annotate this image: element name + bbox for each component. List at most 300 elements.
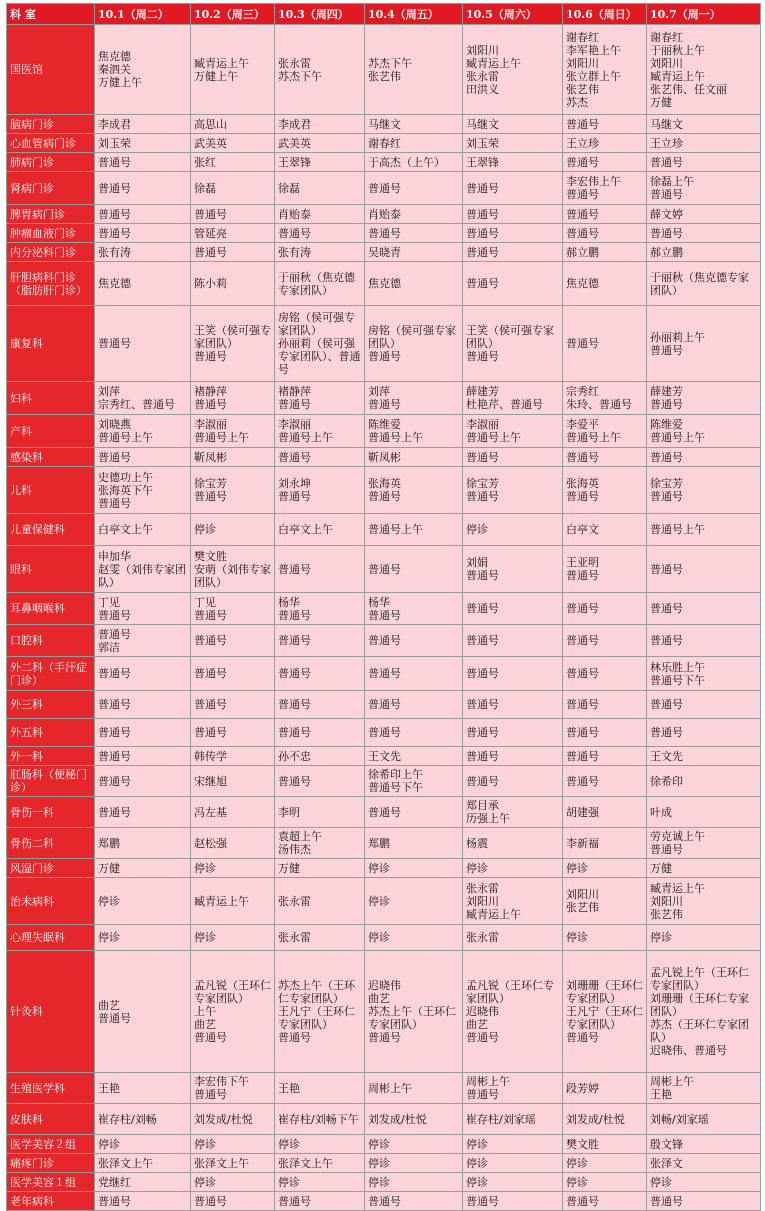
department-name: 产科: [7, 415, 95, 448]
schedule-cell: [191, 593, 275, 625]
schedule-cell-text: 郝立鹏: [650, 245, 683, 259]
schedule-cell-text: 停诊: [466, 1137, 488, 1151]
department-name: 风湿门诊: [7, 859, 95, 878]
schedule-cell-text: 普通号: [650, 562, 683, 576]
schedule-cell-text: 靳凤彬: [194, 450, 227, 464]
schedule-cell-text: 李淑丽 普通号上午: [194, 418, 249, 444]
schedule-cell-text: 丁见 普通号: [194, 595, 227, 622]
schedule-cell: [647, 1104, 761, 1135]
schedule-cell-text: 房铭（侯可强专家团队） 普通号: [368, 324, 456, 363]
schedule-cell: [463, 514, 563, 546]
schedule-cell-text: 李淑丽 普通号上午: [466, 418, 521, 444]
schedule-cell: [191, 747, 275, 766]
schedule-cell-text: 马继文: [466, 117, 499, 131]
schedule-cell-text: 林乐胜上午 普通号下午: [650, 660, 705, 687]
schedule-cell-text: 臧青运上午: [194, 894, 249, 908]
schedule-cell: [647, 514, 761, 546]
schedule-cell: [647, 625, 761, 657]
schedule-cell: [191, 243, 275, 262]
schedule-cell-text: 叶成: [650, 805, 672, 819]
schedule-cell-text: 普通号: [566, 155, 599, 169]
schedule-cell-text: 停诊: [278, 1137, 300, 1151]
schedule-cell-text: 李新福: [566, 836, 599, 850]
schedule-cell-text: 徐宝芳 普通号: [466, 477, 499, 503]
schedule-cell-text: 普通号: [194, 1194, 227, 1208]
schedule-cell: [95, 205, 191, 224]
schedule-cell: [463, 1104, 563, 1135]
schedule-cell-text: 崔存柱/刘畅: [98, 1112, 157, 1126]
schedule-cell-text: 普通号: [466, 698, 499, 711]
schedule-cell: [275, 172, 365, 205]
schedule-cell: [275, 224, 365, 243]
schedule-cell: [463, 1192, 563, 1211]
schedule-cell-text: 武美英: [194, 136, 227, 150]
schedule-cell: [463, 467, 563, 514]
schedule-cell-text: 李宏伟下午 普通号: [194, 1075, 249, 1101]
schedule-cell-text: 焦克德: [98, 277, 131, 290]
schedule-cell-text: 停诊: [194, 1175, 216, 1189]
schedule-cell-text: 普通号: [98, 337, 131, 350]
schedule-cell: [95, 115, 191, 134]
schedule-cell: [365, 306, 463, 382]
schedule-cell-text: 普通号: [98, 749, 131, 763]
schedule-cell: [275, 514, 365, 546]
table-row: [7, 925, 761, 951]
schedule-cell: [275, 415, 365, 448]
schedule-cell: [275, 115, 365, 134]
schedule-cell: [95, 134, 191, 153]
department-name: 感染科: [7, 448, 95, 467]
schedule-cell: [365, 747, 463, 766]
schedule-cell-text: 万健: [98, 861, 120, 875]
schedule-cell-text: 普通号: [278, 562, 311, 576]
header-date: 10.1（周二）: [95, 4, 191, 25]
schedule-cell: [463, 415, 563, 448]
schedule-cell: [463, 1135, 563, 1154]
schedule-cell-text: 王艳: [278, 1081, 300, 1095]
department-name: 皮肤科: [7, 1104, 95, 1135]
schedule-cell: [563, 415, 647, 448]
schedule-cell: [365, 115, 463, 134]
schedule-cell: [647, 1073, 761, 1104]
schedule-cell: [275, 1104, 365, 1135]
schedule-cell-text: 普通号: [98, 805, 131, 819]
schedule-cell-text: 陈维爱 普通号上午: [368, 418, 423, 444]
schedule-cell-text: 普通号: [566, 226, 599, 240]
schedule-cell-text: 普通号: [566, 207, 599, 221]
schedule-cell-text: 刘娟 普通号: [466, 556, 499, 582]
department-name: 肾病门诊: [7, 172, 95, 205]
schedule-cell: [275, 205, 365, 224]
schedule-cell-text: 普通号: [650, 450, 683, 464]
schedule-cell-text: 万健: [278, 861, 300, 875]
schedule-cell-text: 王翠锋: [278, 155, 311, 169]
schedule-cell-text: 高思山: [194, 117, 227, 131]
schedule-cell-text: 普通号: [278, 1194, 311, 1208]
schedule-cell: [563, 766, 647, 797]
department-name: 心理失眠科: [7, 925, 95, 951]
schedule-cell-text: 普通号: [566, 1194, 599, 1208]
schedule-cell-text: 褚静萍 普通号: [194, 385, 227, 411]
schedule-cell-text: 普通号: [278, 450, 311, 464]
department-name: 骨伤二科: [7, 828, 95, 859]
department-name: 肺病门诊: [7, 153, 95, 172]
schedule-cell-text: 普通号上午: [650, 523, 705, 536]
schedule-cell-text: 房铭（侯可强专家团队） 孙丽莉（侯可强专家团队）、普通号: [278, 311, 361, 376]
schedule-cell-text: 普通号: [466, 667, 499, 680]
schedule-cell-text: 申加华 赵雯（刘伟专家团队）: [98, 549, 186, 589]
schedule-cell-text: 孟凡锐（王环仁专家团队） 上午 曲艺 普通号: [194, 979, 271, 1044]
schedule-cell: [647, 719, 761, 747]
schedule-cell-text: 普通号: [466, 226, 499, 240]
schedule-cell-text: 宋继旭: [194, 774, 227, 788]
schedule-cell-text: 郑鹏: [98, 836, 120, 850]
schedule-cell-text: 肖贻泰: [368, 207, 401, 221]
schedule-cell-text: 张永雷: [466, 931, 499, 944]
schedule-cell: [275, 448, 365, 467]
schedule-cell: [463, 1154, 563, 1173]
schedule-cell-text: 孙不忠: [278, 749, 311, 763]
schedule-cell: [647, 262, 761, 306]
schedule-cell: [95, 1073, 191, 1104]
schedule-cell: [191, 859, 275, 878]
table-row: [7, 415, 761, 448]
schedule-cell: [463, 719, 563, 747]
schedule-cell-text: 孟凡锐上午（王环仁专家团队） 刘珊珊（王环仁专家团队） 苏杰（王环仁专家团队） 迟晓伟、普通号: [650, 966, 749, 1057]
schedule-cell: [191, 925, 275, 951]
schedule-cell: [463, 172, 563, 205]
schedule-cell-text: 王文先: [368, 749, 401, 763]
schedule-cell-text: 刘玉荣: [466, 136, 499, 150]
schedule-cell: [95, 828, 191, 859]
schedule-cell: [463, 625, 563, 657]
schedule-cell-text: 停诊: [98, 894, 120, 908]
schedule-cell-text: 普通号: [566, 667, 599, 680]
schedule-cell-text: 停诊: [368, 894, 390, 908]
schedule-cell-text: 普通号: [98, 667, 131, 680]
schedule-cell: [95, 797, 191, 828]
schedule-cell: [647, 593, 761, 625]
schedule-cell-text: 停诊: [650, 1175, 672, 1189]
schedule-cell: [95, 306, 191, 382]
schedule-cell: [275, 467, 365, 514]
schedule-cell: [563, 448, 647, 467]
schedule-cell-text: 停诊: [194, 1137, 216, 1151]
table-row: [7, 243, 761, 262]
schedule-cell-text: 王艳: [98, 1081, 120, 1095]
schedule-cell: [365, 1104, 463, 1135]
schedule-cell-text: 普通号: [368, 726, 401, 739]
department-name: 痛疼门诊: [7, 1154, 95, 1173]
schedule-cell: [275, 1173, 365, 1192]
schedule-cell-text: 普通号: [194, 245, 227, 259]
schedule-cell-text: 普通号: [466, 245, 499, 259]
schedule-cell: [95, 719, 191, 747]
schedule-cell-text: 迟晓伟 曲艺 苏杰上午（王环仁专家团队） 普通号: [368, 979, 456, 1044]
schedule-cell-text: 马继文: [650, 117, 683, 131]
schedule-cell: [95, 1104, 191, 1135]
schedule-cell: [275, 1154, 365, 1173]
schedule-cell: [647, 243, 761, 262]
schedule-cell: [191, 172, 275, 205]
schedule-cell: [95, 593, 191, 625]
schedule-cell: [463, 766, 563, 797]
table-row: [7, 657, 761, 691]
schedule-cell: [191, 878, 275, 925]
schedule-cell: [463, 243, 563, 262]
schedule-cell-text: 薛建芳 普通号: [650, 385, 683, 411]
schedule-cell: [563, 546, 647, 593]
schedule-cell: [191, 766, 275, 797]
schedule-cell: [191, 262, 275, 306]
schedule-cell-text: 崔存柱/刘家瑶: [466, 1112, 536, 1126]
schedule-cell-text: 郝立鹏: [566, 245, 599, 259]
schedule-cell: [191, 448, 275, 467]
schedule-cell: [563, 951, 647, 1073]
schedule-cell-text: 樊文胜 安萌（刘伟专家团队）: [194, 549, 271, 589]
schedule-cell-text: 普通号上午: [368, 523, 423, 536]
schedule-cell: [463, 448, 563, 467]
table-row: [7, 859, 761, 878]
schedule-cell-text: 韩传学: [194, 749, 227, 763]
schedule-cell: [275, 153, 365, 172]
schedule-cell: [563, 719, 647, 747]
schedule-cell-text: 孙丽莉上午 普通号: [650, 330, 705, 357]
schedule-cell: [563, 382, 647, 415]
table-row: [7, 797, 761, 828]
schedule-cell: [95, 1135, 191, 1154]
schedule-cell: [191, 1192, 275, 1211]
schedule-cell: [95, 747, 191, 766]
schedule-cell: [563, 925, 647, 951]
schedule-cell: [463, 134, 563, 153]
schedule-cell: [563, 1135, 647, 1154]
schedule-cell: [365, 224, 463, 243]
schedule-cell: [365, 514, 463, 546]
schedule-cell-text: 刘玉荣: [98, 136, 131, 150]
table-row: [7, 514, 761, 546]
department-name: 肿瘤血液门诊: [7, 224, 95, 243]
schedule-cell: [563, 172, 647, 205]
schedule-cell: [463, 593, 563, 625]
schedule-cell: [563, 593, 647, 625]
schedule-cell: [275, 878, 365, 925]
schedule-cell-text: 普通号: [194, 207, 227, 221]
department-name: 儿童保健科: [7, 514, 95, 546]
schedule-cell-text: 普通号: [98, 181, 131, 195]
schedule-cell: [563, 1104, 647, 1135]
schedule-cell-text: 普通号: [466, 1194, 499, 1208]
schedule-cell: [563, 691, 647, 719]
schedule-cell: [95, 243, 191, 262]
schedule-cell: [275, 828, 365, 859]
schedule-cell-text: 停诊: [368, 1175, 390, 1189]
schedule-cell-text: 刘永坤 普通号: [278, 477, 311, 503]
department-name: 骨伤一科: [7, 797, 95, 828]
schedule-cell-text: 停诊: [466, 861, 488, 875]
schedule-cell-text: 普通号: [466, 450, 499, 464]
schedule-cell: [365, 878, 463, 925]
schedule-cell-text: 焦克德: [566, 277, 599, 290]
schedule-cell: [563, 878, 647, 925]
schedule-cell: [95, 514, 191, 546]
schedule-cell-text: 普通号: [98, 726, 131, 739]
department-name: 康复科: [7, 306, 95, 382]
schedule-cell-text: 普通号: [368, 1194, 401, 1208]
schedule-cell-text: 王笑（侯可强专家团队） 普通号: [194, 324, 271, 363]
schedule-cell: [647, 925, 761, 951]
schedule-cell: [95, 657, 191, 691]
department-name: 妇科: [7, 382, 95, 415]
schedule-cell: [191, 467, 275, 514]
schedule-cell: [191, 1104, 275, 1135]
schedule-cell: [563, 467, 647, 514]
schedule-cell: [95, 1173, 191, 1192]
schedule-cell-text: 刘阳川 臧青运上午 张永雷 田洪义: [466, 43, 521, 96]
schedule-cell: [275, 747, 365, 766]
schedule-cell-text: 杨震: [466, 836, 488, 850]
schedule-cell: [275, 797, 365, 828]
schedule-cell-text: 刘萍 宗秀红、普通号: [98, 385, 175, 411]
schedule-cell-text: 普通号: [98, 226, 131, 240]
schedule-cell: [95, 925, 191, 951]
schedule-cell: [191, 951, 275, 1073]
schedule-cell: [275, 925, 365, 951]
schedule-cell-text: 普通号: [466, 207, 499, 221]
schedule-cell-text: 普通号: [278, 226, 311, 240]
schedule-cell: [463, 859, 563, 878]
schedule-cell-text: 普通号: [98, 155, 131, 169]
schedule-cell: [275, 766, 365, 797]
schedule-cell: [191, 1154, 275, 1173]
schedule-cell-text: 刘发成/杜悦: [194, 1112, 253, 1126]
schedule-cell-text: 周彬上午 王艳: [650, 1075, 694, 1101]
schedule-cell: [275, 951, 365, 1073]
schedule-cell-text: 焦克德: [368, 277, 401, 290]
table-row: [7, 593, 761, 625]
schedule-cell: [463, 1173, 563, 1192]
schedule-cell: [191, 1135, 275, 1154]
schedule-cell-text: 停诊: [194, 523, 216, 536]
schedule-cell: [275, 859, 365, 878]
schedule-cell-text: 停诊: [650, 931, 672, 944]
schedule-cell: [95, 467, 191, 514]
schedule-cell-text: 张红: [194, 155, 216, 169]
schedule-cell: [647, 951, 761, 1073]
table-row: [7, 719, 761, 747]
schedule-cell: [95, 382, 191, 415]
schedule-cell-text: 普通号: [278, 634, 311, 647]
schedule-cell: [275, 25, 365, 115]
schedule-cell-text: 普通号: [98, 698, 131, 711]
schedule-cell: [647, 766, 761, 797]
schedule-cell: [647, 115, 761, 134]
schedule-cell-text: 普通号: [566, 698, 599, 711]
schedule-cell: [191, 828, 275, 859]
table-row: [7, 134, 761, 153]
schedule-cell-text: 谢春红 于丽秋上午 刘阳川 臧青运上午 张艺伟、任文丽 万健: [650, 30, 727, 109]
schedule-cell: [563, 224, 647, 243]
schedule-cell: [275, 1135, 365, 1154]
schedule-cell: [463, 115, 563, 134]
schedule-cell-text: 胡建强: [566, 805, 599, 819]
table-row: [7, 747, 761, 766]
department-name: 耳鼻咽喉科: [7, 593, 95, 625]
table-row: [7, 1192, 761, 1211]
schedule-cell-text: 普通号: [278, 698, 311, 711]
schedule-cell: [647, 448, 761, 467]
schedule-cell-text: 普通号: [650, 226, 683, 240]
schedule-cell: [191, 691, 275, 719]
schedule-cell: [463, 951, 563, 1073]
schedule-cell: [563, 1154, 647, 1173]
schedule-cell: [275, 657, 365, 691]
schedule-cell-text: 普通号: [368, 226, 401, 240]
schedule-cell: [95, 415, 191, 448]
schedule-cell: [463, 828, 563, 859]
schedule-cell-text: 普通号: [278, 774, 311, 788]
schedule-cell: [463, 262, 563, 306]
schedule-cell-text: 停诊: [566, 931, 588, 944]
schedule-cell-text: 普通号: [98, 207, 131, 221]
schedule-cell: [365, 625, 463, 657]
schedule-cell: [365, 172, 463, 205]
schedule-cell: [647, 153, 761, 172]
schedule-cell-text: 普通号: [368, 181, 401, 195]
schedule-cell-text: 郑目承 历强上午: [466, 799, 510, 825]
table-row: [7, 153, 761, 172]
schedule-cell-text: 武美英: [278, 136, 311, 150]
header-date: 10.3（周四）: [275, 4, 365, 25]
header-date: 10.2（周三）: [191, 4, 275, 25]
table-row: [7, 1173, 761, 1192]
schedule-cell: [563, 625, 647, 657]
schedule-cell-text: 停诊: [566, 1175, 588, 1189]
table-row: [7, 306, 761, 382]
schedule-cell: [647, 859, 761, 878]
schedule-cell: [191, 134, 275, 153]
schedule-cell-text: 普通号: [194, 726, 227, 739]
table-row: [7, 205, 761, 224]
schedule-cell: [275, 306, 365, 382]
schedule-cell: [647, 878, 761, 925]
schedule-cell-text: 李成君: [278, 117, 311, 131]
schedule-cell-text: 党继红: [98, 1175, 131, 1189]
schedule-cell-text: 普通号: [466, 634, 499, 647]
table-row: [7, 951, 761, 1073]
schedule-cell-text: 张泽文: [650, 1156, 683, 1170]
schedule-cell-text: 徐磊: [194, 181, 216, 195]
schedule-cell-text: 停诊: [194, 861, 216, 875]
schedule-cell-text: 徐希印: [650, 774, 683, 788]
department-name: 内分泌科门诊: [7, 243, 95, 262]
schedule-cell-text: 张永雷: [278, 894, 311, 908]
department-name: 肛肠科（便秘门诊）: [7, 766, 95, 797]
schedule-cell: [365, 546, 463, 593]
department-name: 国医馆: [7, 25, 95, 115]
table-row: [7, 172, 761, 205]
header-department: 科 室: [7, 4, 95, 25]
schedule-cell-text: 停诊: [566, 861, 588, 875]
schedule-cell-text: 靳凤彬: [368, 450, 401, 464]
schedule-cell: [191, 657, 275, 691]
schedule-cell: [463, 25, 563, 115]
schedule-cell-text: 白亭文: [566, 523, 599, 536]
schedule-cell-text: 普通号: [566, 337, 599, 350]
department-name: 外三科: [7, 691, 95, 719]
schedule-cell-text: 王文先: [650, 749, 683, 763]
schedule-cell: [191, 415, 275, 448]
